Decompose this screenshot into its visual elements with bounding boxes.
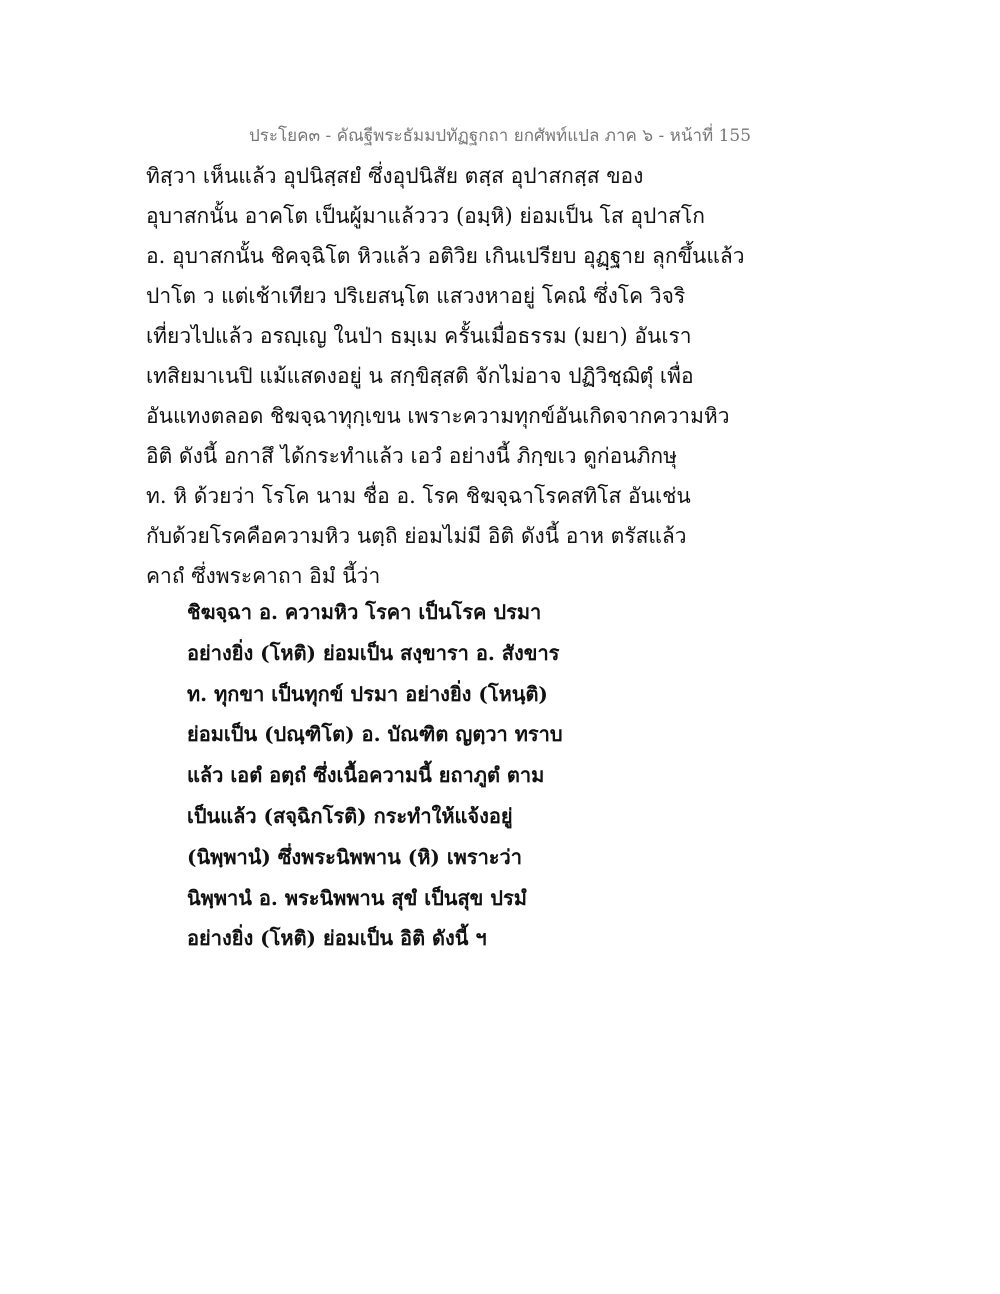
verse-line: ชิฆจฺฉา อ. ความหิว โรคา เป็นโรค ปรมา — [187, 600, 542, 624]
body-line: เที่ยวไปแล้ว อรญฺเญ ในป่า ธมฺเม ครั้นเมื่อธรรม (มยา) อันเรา — [146, 324, 692, 348]
body-line: ทิสฺวา เห็นแล้ว อุปนิสฺสยํ ซึ่งอุปนิสัย ตสฺส อุปาสกสฺส ของ — [146, 164, 644, 188]
body-line: เทสิยมาเนปิ แม้แสดงอยู่ น สกฺขิสฺสติ จักไม่อาจ ปฏิวิชฺฌิตุํ เพื่อ — [146, 364, 694, 388]
verse-block — [187, 592, 607, 959]
body-line: อุบาสกนั้น อาคโต เป็นผู้มาแล้ววว (อมฺหิ) ย่อมเป็น โส อุปาสโก — [146, 204, 705, 228]
verse-line: แล้ว เอตํ อตฺถํ ซึ่งเนื้อความนี้ ยถาภูตํ ตาม — [187, 763, 545, 788]
verse-line: เป็นแล้ว (สจฺฉิกโรติ) กระทำให้แจ้งอยู่ — [187, 803, 513, 828]
body-line: ปาโต ว แต่เช้าเทียว ปริเยสนฺโต แสวงหาอยู่ โคณํ ซึ่งโค วิจริ — [146, 284, 686, 308]
verse-line: ย่อมเป็น (ปณฺฑิโต) อ. บัณฑิต ญตฺวา ทราบ — [187, 722, 563, 747]
body-line: คาถํ ซึ่งพระคาถา อิมํ นี้ว่า — [146, 564, 381, 588]
body-line: อิติ ดังนี้ อกาสึ ได้กระทำแล้ว เอวํ อย่างนี้ ภิกฺขเว ดูก่อนภิกษุ — [146, 444, 677, 468]
body-line: อันแทงตลอด ชิฆจฺฉาทุกฺเขน เพราะความทุกข์อันเกิดจากความหิว — [146, 404, 730, 428]
verse-line: อย่างยิ่ง (โหติ) ย่อมเป็น สงฺขารา อ. สังขาร — [187, 640, 560, 665]
verse-line: (นิพฺพานํ) ซึ่งพระนิพพาน (หิ) เพราะว่า — [187, 844, 523, 869]
body-text — [146, 156, 766, 596]
verse-line: อย่างยิ่ง (โหติ) ย่อมเป็น อิติ ดังนี้ ฯ — [187, 926, 487, 951]
body-line: ท. หิ ด้วยว่า โรโค นาม ชื่อ อ. โรค ชิฆจฺฉาโรคสทิโส อันเช่น — [146, 484, 691, 508]
running-header: ประโยค๓ - คัณฐีพระธัมมปทัฏฐกถา ยกศัพท์แปล ภาค ๖ - หน้าที่ 155 — [248, 126, 752, 146]
verse-line: ท. ทุกขา เป็นทุกข์ ปรมา อย่างยิ่ง (โหนฺติ) — [187, 681, 548, 706]
verse-line: นิพฺพานํ อ. พระนิพพาน สุขํ เป็นสุข ปรมํ — [187, 885, 527, 910]
body-line: อ. อุบาสกนั้น ชิคจฺฉิโต หิวแล้ว อติวิย เกินเปรียบ อุฏฺฐาย ลุกขึ้นแล้ว — [146, 244, 745, 268]
body-line: กับด้วยโรคคือความหิว นตฺถิ ย่อมไม่มี อิติ ดังนี้ อาห ตรัสแล้ว — [146, 524, 687, 548]
